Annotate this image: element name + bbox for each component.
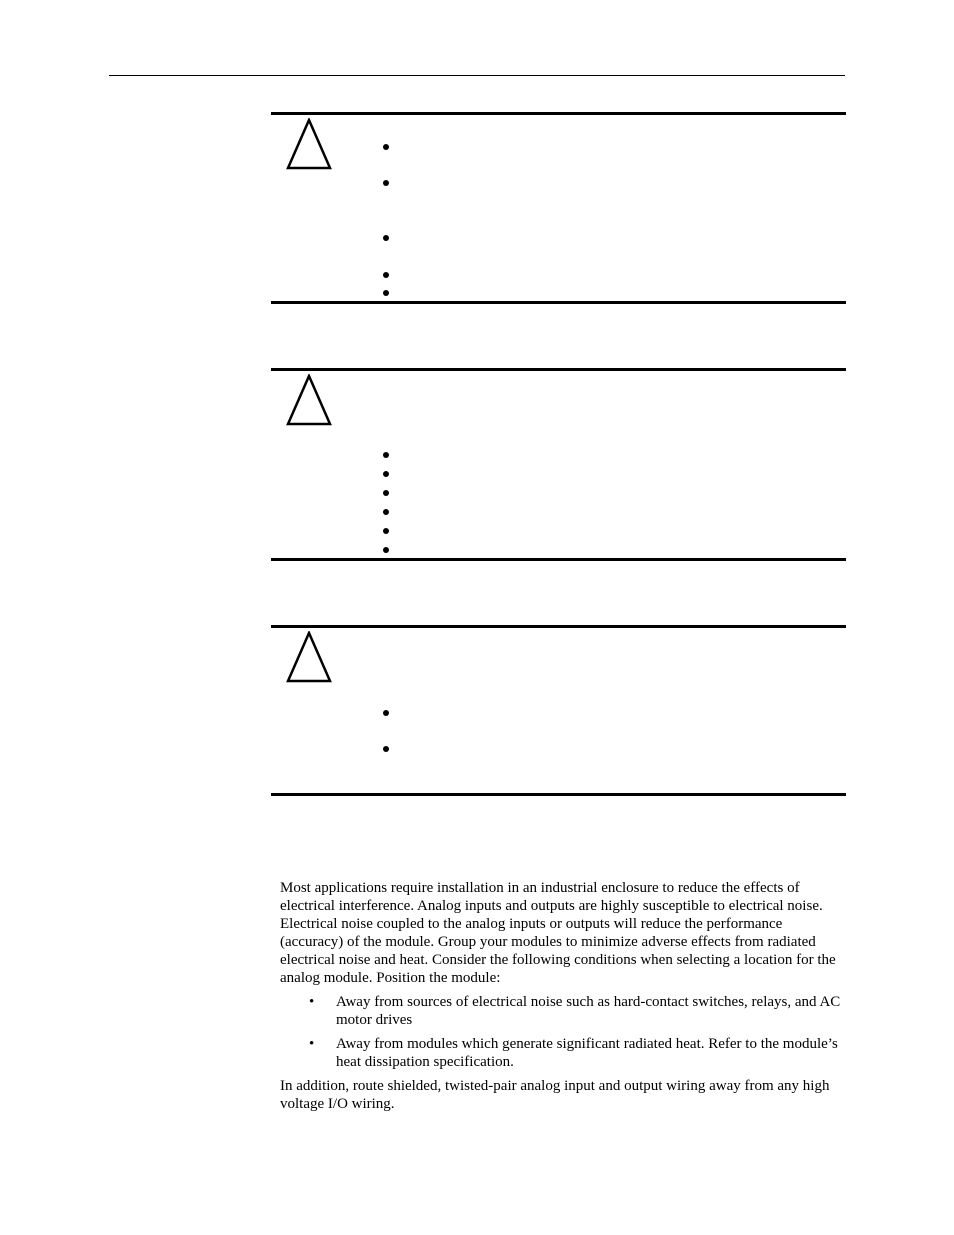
list-bullet [383, 180, 389, 186]
list-bullet [383, 452, 389, 458]
attention-notice-1 [271, 112, 846, 304]
closing-paragraph: In addition, route shielded, twisted-pair analog input and output wiring away from any high voltage I/O wiring. [280, 1078, 830, 1112]
list-bullet [383, 471, 389, 477]
enclosure-section [280, 879, 842, 1113]
position-list [280, 993, 842, 1071]
intro-paragraph: Most applications require installation in an industrial enclosure to reduce the effects of electrical interference. Analog inputs and outputs are highly susceptible to electrical noise. Electrical noise coupled to the analog inputs or outputs will reduce the performance (accuracy) of the module. Group your modules to minimize adverse effects from radiated electrical noise and heat. Consider the following conditions when selecting a location for the analog module. Position the module: [280, 880, 836, 986]
warning-triangle-icon [286, 374, 332, 426]
list-item [280, 993, 842, 1029]
list-item-text: Away from modules which generate significant radiated heat. Refer to the module’s heat dissipation specification. [336, 1036, 838, 1070]
list-item [280, 1035, 842, 1071]
attention-notice-2 [271, 368, 846, 561]
list-bullet [383, 272, 389, 278]
warning-triangle-icon [286, 631, 332, 683]
list-bullet [383, 290, 389, 296]
list-bullet [383, 144, 389, 150]
list-bullet [383, 509, 389, 515]
warning-triangle-icon [286, 118, 332, 170]
list-bullet [383, 710, 389, 716]
attention-notice-3 [271, 625, 846, 796]
list-bullet [383, 490, 389, 496]
header-rule [109, 75, 845, 76]
list-bullet: • [309, 1036, 315, 1052]
list-item-text: Away from sources of electrical noise such as hard-contact switches, relays, and AC motor drives [336, 994, 841, 1028]
list-bullet [383, 746, 389, 752]
list-bullet [383, 547, 389, 553]
list-bullet: • [309, 994, 315, 1010]
list-bullet [383, 235, 389, 241]
list-bullet [383, 528, 389, 534]
